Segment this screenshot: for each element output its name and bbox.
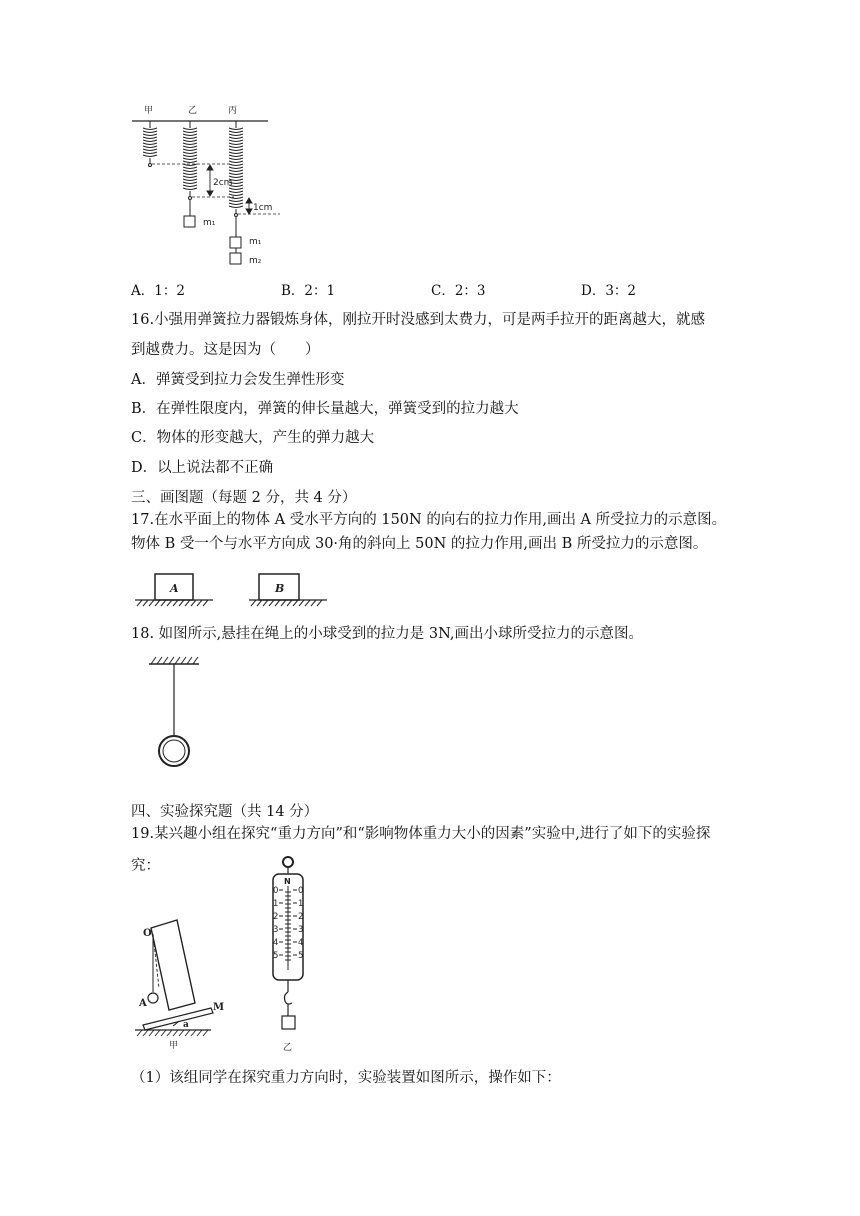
spring-yi <box>183 121 197 227</box>
q17-figure <box>131 562 341 610</box>
label-m1-bing: m₁ <box>249 237 262 247</box>
q16-option-c: C．物体的形变越大，产生的弹力越大 <box>131 430 375 446</box>
q16-option-a: A．弹簧受到拉力会发生弹性形变 <box>131 372 345 388</box>
q19-yi-tick-left-2: 2 <box>273 912 279 922</box>
label-2cm: 2cm <box>213 178 233 188</box>
q19-line1: 19.某兴趣小组在探究“重力方向”和“影响物体重力大小的因素”实验中,进行了如下的实验探 <box>131 826 711 842</box>
q17-line2: 物体 B 受一个与水平方向成 30·角的斜向上 50N 的拉力作用,画出 B 所受拉力的示意图。 <box>131 536 708 552</box>
q16-option-d: D．以上说法都不正确 <box>131 460 274 476</box>
label-yi: 乙 <box>188 106 198 116</box>
q19-yi-tick-right-5: 5 <box>298 951 304 961</box>
q19-yi-tick-right-2: 2 <box>298 912 304 922</box>
q19-yi-tick-left-0: 0 <box>273 886 279 896</box>
label-jia: 甲 <box>144 106 154 116</box>
q19-figure-jia <box>131 880 231 1050</box>
q17-box-a-label: A <box>170 582 179 595</box>
q15-spring-figure <box>130 100 280 270</box>
label-bing: 丙 <box>228 106 238 116</box>
q16-stem-line2: 到越费力。这是因为（ ） <box>131 342 320 358</box>
label-m2-bing: m₂ <box>249 256 262 266</box>
q19-yi-tick-left-4: 4 <box>273 938 279 948</box>
q19-yi-tick-left-1: 1 <box>273 899 279 909</box>
spring-bing <box>229 121 243 264</box>
label-m1-yi: m₁ <box>203 218 216 228</box>
spring-jia <box>143 121 157 167</box>
q19-jia-caption: 甲 <box>169 1041 179 1051</box>
q17-line1: 17.在水平面上的物体 A 受水平方向的 150N 的向右的拉力作用,画出 A 所受拉力的示意图。 <box>131 512 727 528</box>
q15-option-a: A．1：2 <box>131 283 185 299</box>
q19-yi-unit: N <box>284 877 291 886</box>
q19-yi-tick-right-0: 0 <box>298 886 304 896</box>
q19-jia-label-a: A <box>139 998 147 1009</box>
section3-heading: 三、画图题（每题 2 分，共 4 分） <box>131 490 357 506</box>
section4-heading: 四、实验探究题（共 14 分） <box>131 804 319 820</box>
q16-option-b: B．在弹性限度内，弹簧的伸长量越大，弹簧受到的拉力越大 <box>131 401 519 417</box>
q19-yi-tick-left-5: 5 <box>273 951 279 961</box>
q19-jia-label-m: M <box>213 1002 225 1013</box>
q18-hanging-ball-figure <box>131 652 211 772</box>
q19-yi-tick-left-3: 3 <box>273 925 279 935</box>
label-1cm: 1cm <box>253 203 273 213</box>
q19-yi-tick-right-3: 3 <box>298 925 304 935</box>
q19-yi-tick-right-1: 1 <box>298 899 304 909</box>
q18-line1: 18. 如图所示,悬挂在绳上的小球受到的拉力是 3N,画出小球所受拉力的示意图。 <box>131 626 643 642</box>
q19-yi-caption: 乙 <box>283 1043 293 1053</box>
q19-yi-tick-right-4: 4 <box>298 938 304 948</box>
q15-option-b: B．2：1 <box>281 283 336 299</box>
q19-jia-label-o: O <box>143 928 152 939</box>
q19-jia-label-angle: a <box>183 1020 189 1030</box>
q15-option-c: C．2：3 <box>431 283 486 299</box>
q19-line2: 究： <box>131 858 160 874</box>
q19-figure-yi <box>260 852 320 1062</box>
q17-box-b-label: B <box>275 582 285 595</box>
q19-part1: （1）该组同学在探究重力方向时，实验装置如图所示，操作如下： <box>131 1070 561 1086</box>
q15-option-d: D．3：2 <box>581 283 637 299</box>
q16-stem-line1: 16.小强用弹簧拉力器锻炼身体，刚拉开时没感到太费力，可是两手拉开的距离越大，就感 <box>131 312 706 328</box>
